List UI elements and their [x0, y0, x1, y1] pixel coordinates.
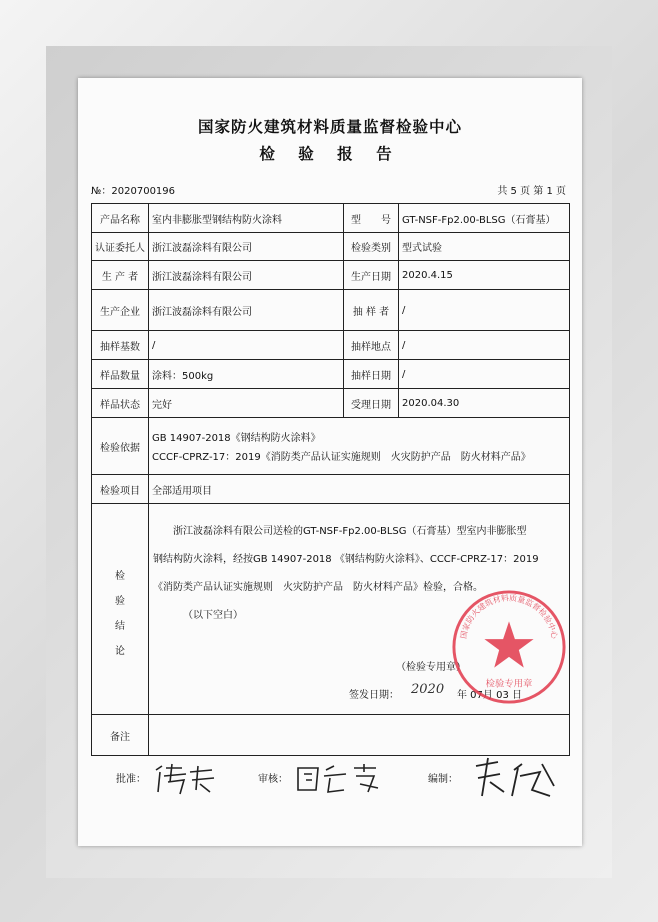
label-items: 检验项目	[92, 475, 149, 503]
value-sampler: /	[402, 304, 406, 316]
value-enterprise: 浙江波磊涂料有限公司	[149, 290, 344, 330]
issue-date-rest: 年 07月 03 日	[457, 690, 522, 701]
value-sample-location: /	[402, 339, 406, 351]
label-inspection-type: 检验类别	[344, 232, 399, 260]
report-number: №：2020700196	[91, 186, 176, 197]
conclusion-line-1: 浙江波磊涂料有限公司送检的GT-NSF-Fp2.00-BLSG（石膏基）型室内非膨胀型	[173, 526, 527, 537]
table-row-quantity	[91, 360, 570, 389]
edit-signature	[470, 756, 560, 802]
value-sample-base: /	[149, 331, 344, 359]
value-accept-date: 2020.04.30	[402, 397, 460, 409]
table-row-state	[91, 389, 570, 418]
table-row-product-name	[91, 203, 570, 233]
basis-line-1: GB 14907-2018《钢结构防火涂料》	[152, 433, 321, 444]
review-signature	[294, 762, 384, 798]
conclusion-char-2: 验	[115, 596, 125, 607]
report-document	[78, 78, 582, 846]
table-row-basis	[91, 418, 570, 475]
approve-signature	[152, 762, 222, 798]
value-model: GT-NSF-Fp2.00-BLSG（石膏基）	[402, 214, 556, 226]
issue-date-year: 2020	[411, 682, 445, 697]
label-product-name: 产品名称	[92, 204, 149, 232]
label-remarks: 备注	[92, 715, 149, 755]
label-sample-location: 抽样地点	[344, 331, 399, 359]
value-quantity: 涂料：500kg	[149, 360, 344, 388]
label-producer: 生 产 者	[92, 261, 149, 289]
issue-date-label: 签发日期：	[349, 690, 399, 701]
table-row-remarks	[91, 715, 570, 756]
value-inspection-type: 型式试验	[402, 242, 442, 254]
value-client: 浙江波磊涂料有限公司	[149, 232, 344, 260]
report-subtitle: 检 验 报 告	[259, 145, 401, 163]
table-row-client	[91, 232, 570, 261]
basis-line-2: CCCF-CPRZ-17：2019《消防类产品认证实施规则 火灾防护产品 防火材料产品》	[152, 452, 531, 463]
value-items: 全部适用项目	[152, 485, 212, 497]
value-producer: 浙江波磊涂料有限公司	[149, 261, 344, 289]
seal-note: （检验专用章）	[396, 662, 466, 673]
conclusion-line-3: 《消防类产品认证实施规则 火灾防护产品 防火材料产品》检验，合格。	[153, 582, 483, 593]
conclusion-line-2: 钢结构防火涂料，经按GB 14907-2018 《钢结构防火涂料》、CCCF-CPRZ-17：2019	[153, 554, 539, 565]
value-remarks	[149, 715, 569, 755]
label-client: 认证委托人	[92, 232, 149, 260]
conclusion-char-3: 结	[115, 621, 125, 632]
edit-label: 编制：	[428, 774, 458, 785]
value-product-name: 室内非膨胀型钢结构防火涂料	[149, 204, 344, 232]
approve-label: 批准：	[116, 774, 146, 785]
review-label: 审核：	[258, 774, 288, 785]
value-state: 完好	[149, 389, 344, 417]
table-row-sample-base	[91, 331, 570, 360]
label-sample-date: 抽样日期	[344, 360, 399, 388]
blank-note: （以下空白）	[183, 610, 243, 621]
table-row-producer	[91, 261, 570, 290]
label-basis: 检验依据	[92, 418, 149, 474]
page-count: 共 5 页 第 1 页	[497, 186, 566, 197]
seal-star-icon	[484, 621, 533, 667]
value-basis	[149, 418, 569, 474]
value-production-date: 2020.4.15	[402, 269, 453, 281]
conclusion-char-1: 检	[115, 571, 125, 582]
value-sample-date: /	[402, 368, 406, 380]
seal-arc-text: 国家防火建筑材料质量监督检验中心	[458, 593, 560, 640]
table-row-items	[91, 475, 570, 504]
report-title: 国家防火建筑材料质量监督检验中心	[197, 118, 462, 136]
label-model: 型 号	[344, 204, 399, 232]
label-quantity: 样品数量	[92, 360, 149, 388]
inspection-seal	[450, 588, 568, 706]
table-row-enterprise	[91, 290, 570, 331]
conclusion-char-4: 论	[115, 646, 125, 657]
label-conclusion	[92, 504, 149, 714]
label-sample-base: 抽样基数	[92, 331, 149, 359]
label-accept-date: 受理日期	[344, 389, 399, 417]
label-state: 样品状态	[92, 389, 149, 417]
label-sampler: 抽 样 者	[344, 290, 399, 330]
label-enterprise: 生产企业	[92, 290, 149, 330]
label-production-date: 生产日期	[344, 261, 399, 289]
seal-center-text: 检验专用章	[485, 678, 533, 690]
